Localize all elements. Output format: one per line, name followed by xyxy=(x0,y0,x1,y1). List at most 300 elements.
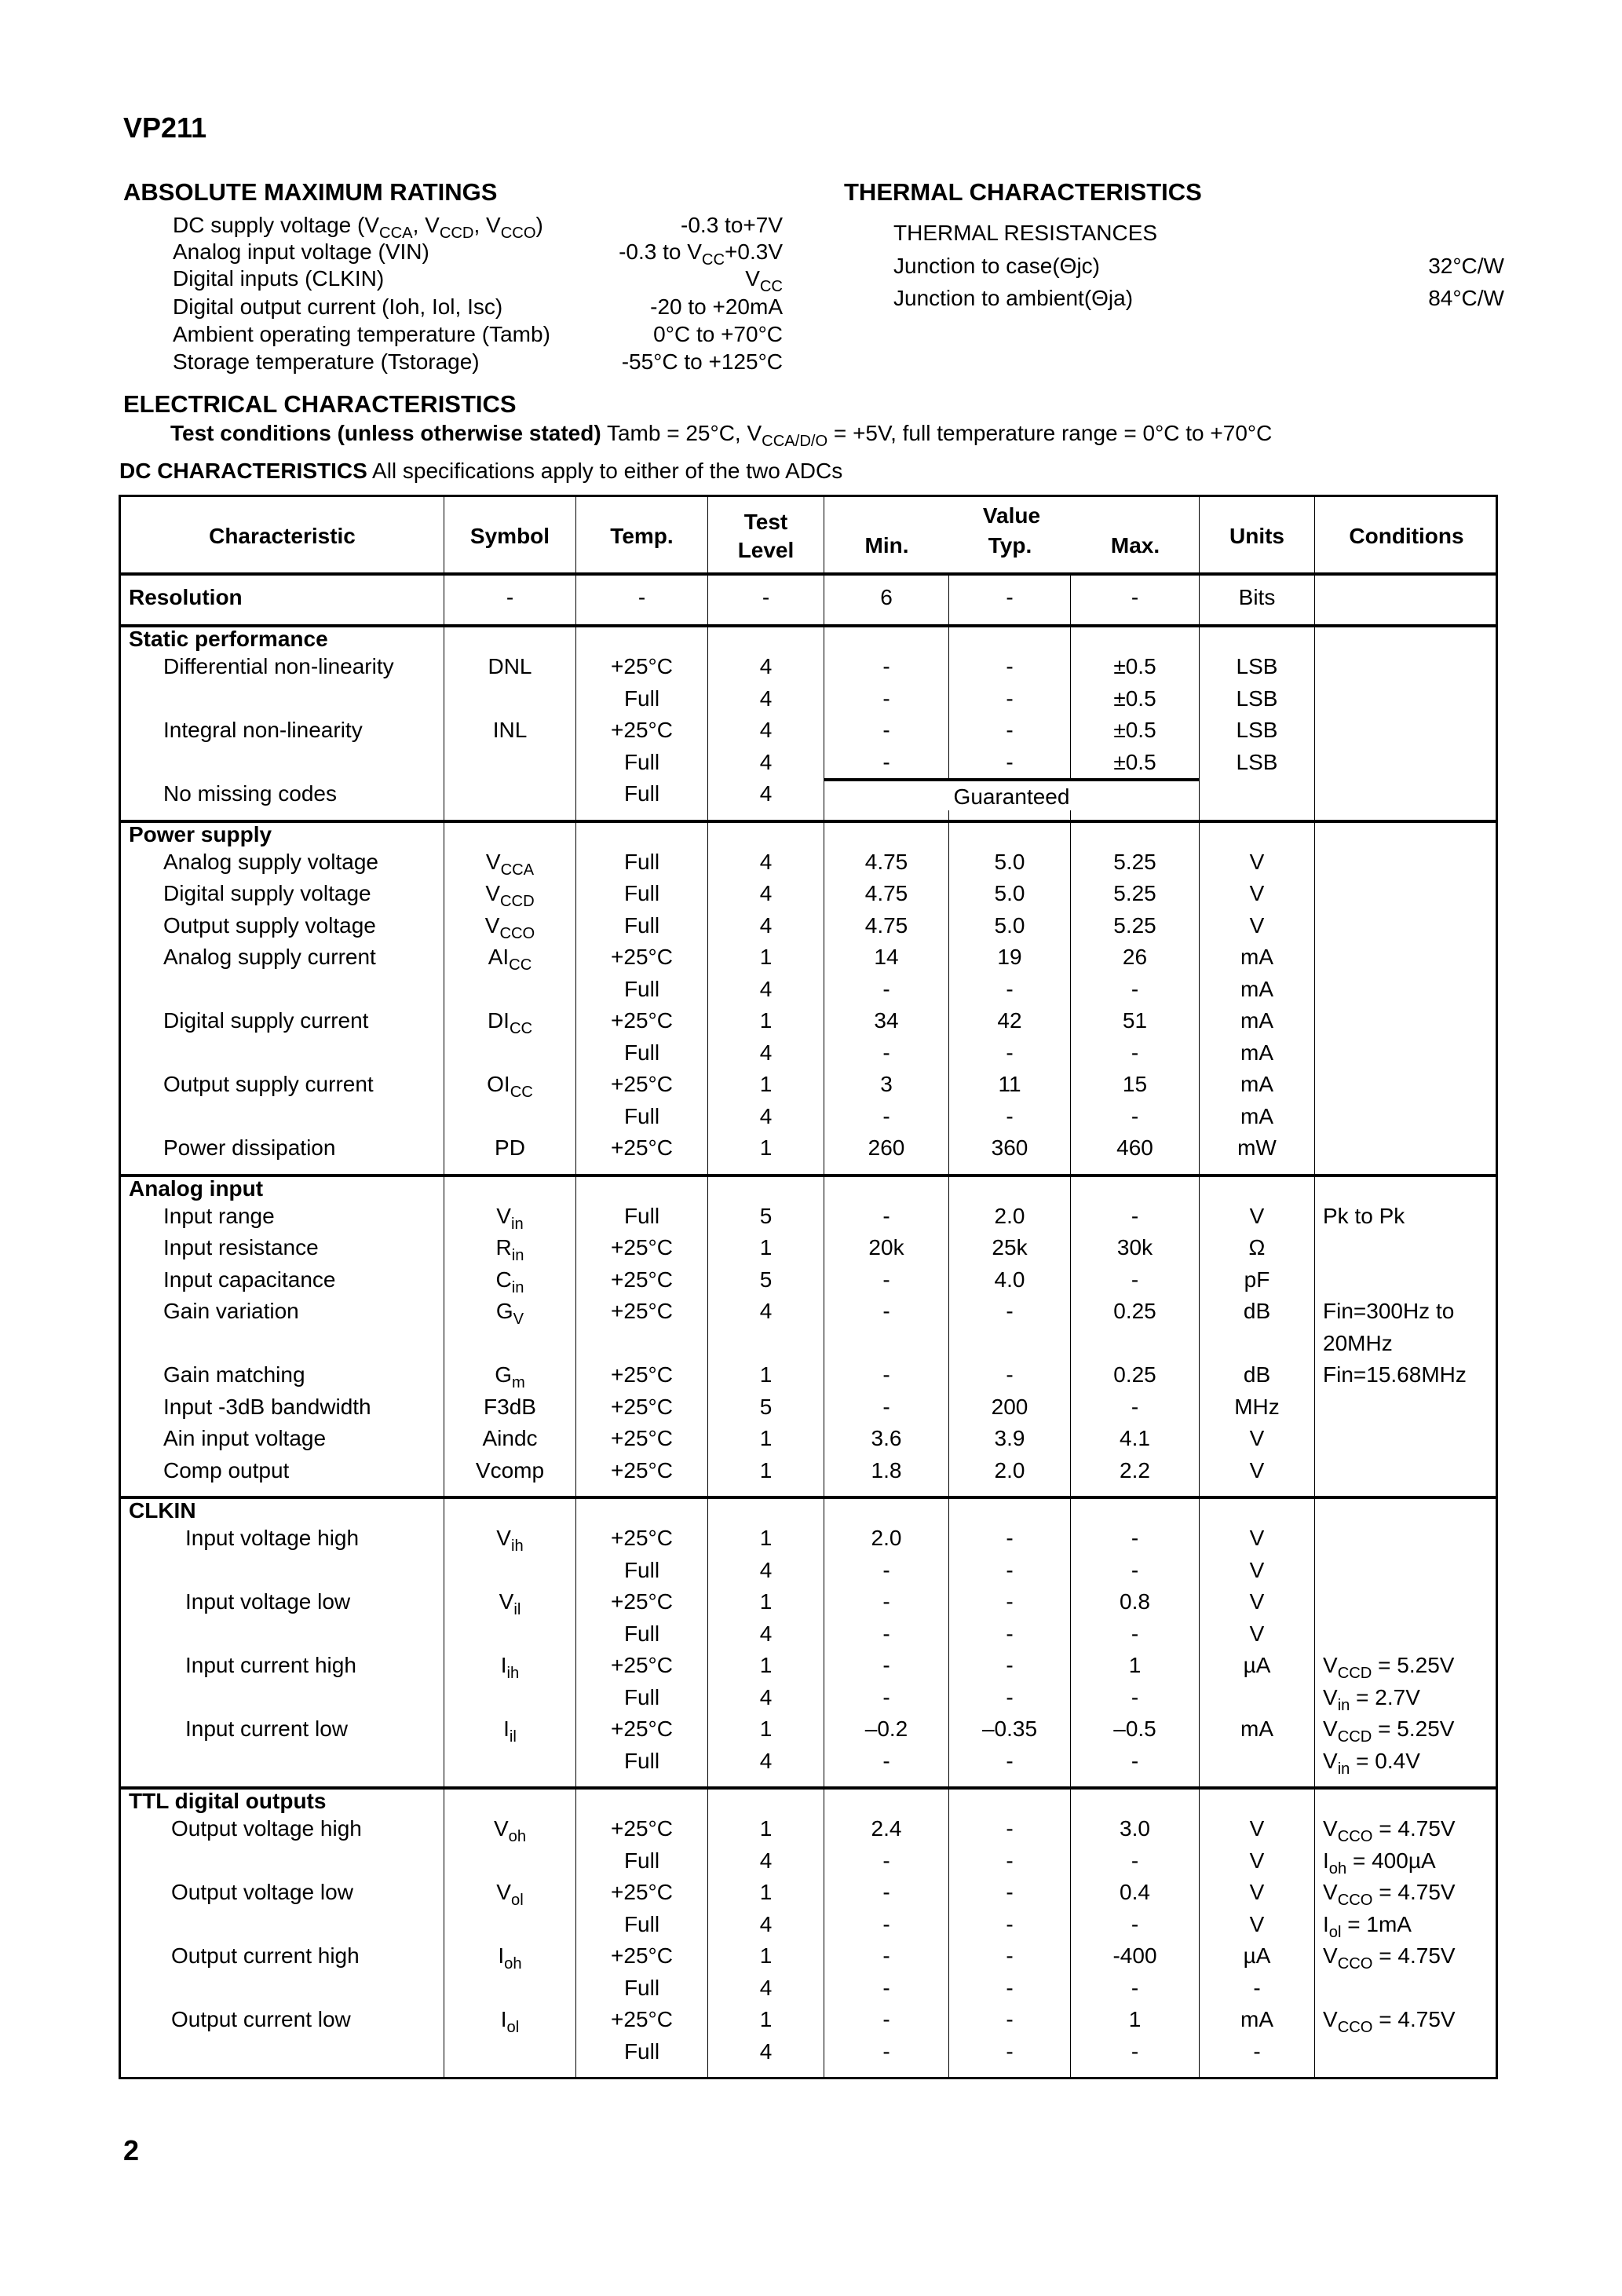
cell-max: - xyxy=(1070,1746,1199,1778)
cell-units: dB xyxy=(1199,1296,1314,1328)
cell-conditions xyxy=(1314,1132,1498,1164)
cell-merged-value: Guaranteed xyxy=(824,778,1199,810)
cell-conditions: $V_{CCD} = 5.25V$ xyxy=(1314,1713,1498,1746)
cell-temp: +25°C xyxy=(575,1877,707,1909)
cell-units: mA xyxy=(1199,1069,1314,1101)
cell-max: 460 xyxy=(1070,1132,1199,1164)
cell-min: 4.75 xyxy=(824,910,948,942)
thermal-label: Junction to case(Θjc) xyxy=(893,254,1100,278)
cell-empty xyxy=(824,1790,948,1813)
cell-typ: 5.0 xyxy=(948,878,1070,910)
cell-units xyxy=(1199,778,1314,810)
cell-level: 4 xyxy=(707,715,824,747)
cell-conditions: $V_{CCO} = 4.75V$ xyxy=(1314,1940,1498,1972)
electrical-characteristics-heading: ELECTRICAL CHARACTERISTICS xyxy=(123,390,517,418)
cell-symbol: $I_{il}$ xyxy=(444,1713,575,1746)
cell-level: 4 xyxy=(707,1296,824,1328)
cell-temp: +25°C xyxy=(575,1264,707,1296)
cell-typ: - xyxy=(948,1586,1070,1618)
cell-units xyxy=(1199,1746,1314,1778)
cell-name: Output supply current xyxy=(163,1072,374,1096)
cell-temp: +25°C xyxy=(575,715,707,747)
cell-symbol xyxy=(444,974,575,1006)
cell-conditions xyxy=(1314,1555,1498,1587)
cell-max: - xyxy=(1070,1909,1199,1941)
cell-units: mA xyxy=(1199,1005,1314,1037)
cell-empty xyxy=(444,1486,575,1496)
cell-units xyxy=(1199,1682,1314,1714)
cell-temp: Full xyxy=(575,1682,707,1714)
table-row xyxy=(121,910,1496,942)
cell-level: 5 xyxy=(707,1391,824,1424)
cell-empty xyxy=(121,1777,444,1786)
cell-conditions: Pk to Pk xyxy=(1314,1201,1498,1233)
cell-name: Power dissipation xyxy=(163,1135,336,1160)
cell-empty xyxy=(575,823,707,846)
cell-typ: - xyxy=(948,1101,1070,1133)
cell-max: - xyxy=(1070,576,1199,624)
cell-max: 5.25 xyxy=(1070,846,1199,879)
cell-units: mW xyxy=(1199,1132,1314,1164)
cell-level: 4 xyxy=(707,846,824,879)
cell-typ: - xyxy=(948,1845,1070,1877)
cell-units: V xyxy=(1199,1618,1314,1651)
cell-units: mA xyxy=(1199,1713,1314,1746)
cell-empty xyxy=(707,1177,824,1201)
rating-label: DC supply voltage ($V_{CCA}$, $V_{CCD}$, $V_{CCO}$) xyxy=(173,213,543,243)
cell-conditions xyxy=(1314,778,1498,810)
cell-symbol: $V_{oh}$ xyxy=(444,1813,575,1845)
cell-empty xyxy=(824,1486,948,1496)
dc-characteristics-table xyxy=(119,495,1498,2079)
cell-name: Input current high xyxy=(185,1653,356,1677)
cell-typ: - xyxy=(948,1296,1070,1328)
cell-typ: - xyxy=(948,1813,1070,1845)
cell-typ: 11 xyxy=(948,1069,1070,1101)
cell-typ: 200 xyxy=(948,1391,1070,1424)
cell-name xyxy=(121,683,444,715)
cell-empty xyxy=(948,1499,1070,1523)
cell-temp: Full xyxy=(575,1909,707,1941)
cell-name: Output current low xyxy=(171,2007,351,2031)
cell-level: 4 xyxy=(707,1037,824,1069)
cell-name xyxy=(121,1037,444,1069)
thermal-value: 84°C/W xyxy=(1428,286,1504,310)
cell-empty xyxy=(824,627,948,651)
cell-conditions xyxy=(1314,683,1498,715)
cell-empty xyxy=(824,823,948,846)
cell-name: Output supply voltage xyxy=(163,912,376,938)
cell-empty xyxy=(948,1164,1070,1174)
cell-min: 260 xyxy=(824,1132,948,1164)
cell-name: Input voltage low xyxy=(185,1589,351,1614)
rating-analog-input xyxy=(173,239,783,269)
cell-empty xyxy=(1070,627,1199,651)
cell-conditions: $I_{ol} = 1mA$ xyxy=(1314,1909,1498,1941)
cell-conditions xyxy=(1314,1972,1498,2005)
cell-empty xyxy=(1314,810,1498,820)
table-row xyxy=(121,1682,1496,1714)
cell-max: ±0.5 xyxy=(1070,651,1199,683)
table-row xyxy=(121,878,1496,910)
rating-label: Digital output current (Ioh, Iol, Isc) xyxy=(173,294,503,319)
header-value: Value xyxy=(982,503,1041,528)
cell-symbol: $G_V$ xyxy=(444,1296,575,1328)
header-units: Units xyxy=(1199,497,1314,576)
cell-temp: +25°C xyxy=(575,2004,707,2036)
cell-name: Input voltage high xyxy=(185,1526,360,1550)
cell-temp: Full xyxy=(575,1555,707,1587)
cell-symbol xyxy=(444,1037,575,1069)
cell-units: V xyxy=(1199,1586,1314,1618)
rating-value: 0°C to +70°C xyxy=(653,322,783,346)
cell-conditions: $V_{CCO} = 4.75V$ xyxy=(1314,1877,1498,1909)
cell-empty xyxy=(1199,1486,1314,1496)
table-row xyxy=(121,2004,1496,2036)
cell-symbol xyxy=(444,1555,575,1587)
cell-empty xyxy=(707,1499,824,1523)
cell-typ: 19 xyxy=(948,941,1070,974)
cell-empty xyxy=(1070,810,1199,820)
cell-name: Input current low xyxy=(185,1717,348,1741)
cell-min: - xyxy=(824,715,948,747)
cell-level: 4 xyxy=(707,1972,824,2005)
cell-max: - xyxy=(1070,2036,1199,2068)
cell-typ: - xyxy=(948,1359,1070,1391)
cell-symbol xyxy=(444,778,575,810)
cell-empty xyxy=(1199,627,1314,651)
cell-conditions xyxy=(1314,1523,1498,1555)
cell-empty xyxy=(121,1164,444,1174)
cell-temp: Full xyxy=(575,747,707,779)
thermal-junction-ambient xyxy=(893,285,1504,312)
cell-conditions xyxy=(1314,576,1498,624)
cell-conditions xyxy=(1314,974,1498,1006)
cell-name xyxy=(121,2036,444,2068)
cell-max: 0.8 xyxy=(1070,1586,1199,1618)
section-title: Power supply xyxy=(129,821,272,846)
cell-symbol xyxy=(444,1682,575,1714)
cell-min: - xyxy=(824,1972,948,2005)
cell-conditions xyxy=(1314,1618,1498,1651)
cell-conditions xyxy=(1314,651,1498,683)
cell-empty xyxy=(948,2067,1070,2077)
cell-symbol xyxy=(444,1746,575,1778)
cell-level: 4 xyxy=(707,1618,824,1651)
table-row xyxy=(121,974,1496,1006)
cell-max: 26 xyxy=(1070,941,1199,974)
cell-empty xyxy=(1199,1499,1314,1523)
cell-typ: - xyxy=(948,1972,1070,2005)
rating-label: Storage temperature (Tstorage) xyxy=(173,349,480,374)
table-section-static-performance xyxy=(121,627,1496,823)
cell-symbol: PD xyxy=(444,1132,575,1164)
cell-units: LSB xyxy=(1199,651,1314,683)
cell-symbol xyxy=(444,1328,575,1360)
cell-conditions: Fin=15.68MHz xyxy=(1314,1359,1498,1391)
section-title-row xyxy=(121,1499,1496,1523)
cell-min: - xyxy=(824,747,948,779)
cell-level: 5 xyxy=(707,1201,824,1233)
cell-name: Digital supply current xyxy=(163,1008,369,1033)
section-padding xyxy=(121,810,1496,820)
cell-empty xyxy=(1070,1499,1199,1523)
section-title: Static performance xyxy=(129,627,328,651)
cell-units: V xyxy=(1199,1523,1314,1555)
cell-units: V xyxy=(1199,1423,1314,1455)
cell-max: - xyxy=(1070,1618,1199,1651)
cell-empty xyxy=(575,810,707,820)
cell-temp: +25°C xyxy=(575,1713,707,1746)
cell-empty xyxy=(824,1164,948,1174)
cell-name: Analog supply current xyxy=(163,945,376,969)
cell-units: - xyxy=(1199,2036,1314,2068)
cell-conditions xyxy=(1314,910,1498,942)
table-row xyxy=(121,1555,1496,1587)
dc-characteristics-text: All specifications apply to either of the two ADCs xyxy=(372,459,843,483)
cell-units: V xyxy=(1199,1845,1314,1877)
cell-name xyxy=(121,1101,444,1133)
header-typ: Typ. xyxy=(988,533,1032,558)
cell-empty xyxy=(444,627,575,651)
cell-units: V xyxy=(1199,1909,1314,1941)
cell-level: 4 xyxy=(707,1845,824,1877)
cell-level: 1 xyxy=(707,1877,824,1909)
section-title-row xyxy=(121,1790,1496,1813)
cell-empty xyxy=(1199,810,1314,820)
cell-name: Input capacitance xyxy=(163,1267,336,1292)
section-padding xyxy=(121,1777,1496,1786)
cell-empty xyxy=(707,1164,824,1174)
cell-symbol: $DI_{CC}$ xyxy=(444,1005,575,1037)
cell-conditions xyxy=(1314,846,1498,879)
cell-name: Analog supply voltage xyxy=(163,849,378,874)
cell-symbol: $V_{in}$ xyxy=(444,1201,575,1233)
cell-temp: Full xyxy=(575,1037,707,1069)
cell-name: Output voltage low xyxy=(171,1880,353,1904)
cell-typ: –0.35 xyxy=(948,1713,1070,1746)
cell-level: 1 xyxy=(707,1132,824,1164)
cell-empty xyxy=(824,1499,948,1523)
rating-value: -0.3 to $V_{CC}+0.3V$ xyxy=(619,239,783,269)
absolute-maximum-ratings-heading: ABSOLUTE MAXIMUM RATINGS xyxy=(123,178,498,206)
cell-min: - xyxy=(824,974,948,1006)
cell-min: 3.6 xyxy=(824,1423,948,1455)
cell-name xyxy=(121,1845,444,1877)
cell-conditions xyxy=(1314,1391,1498,1424)
cell-symbol: DNL xyxy=(444,651,575,683)
cell-max: -400 xyxy=(1070,1940,1199,1972)
cell-name xyxy=(121,1909,444,1941)
table-row xyxy=(121,1813,1496,1845)
cell-min: - xyxy=(824,2036,948,2068)
cell-name: Ain input voltage xyxy=(163,1426,327,1450)
table-row xyxy=(121,1746,1496,1778)
cell-empty xyxy=(707,810,824,820)
cell-level: 1 xyxy=(707,1423,824,1455)
cell-min: - xyxy=(824,1618,948,1651)
cell-temp: Full xyxy=(575,1746,707,1778)
cell-empty xyxy=(707,1486,824,1496)
cell-level: 1 xyxy=(707,1940,824,1972)
cell-max: - xyxy=(1070,1201,1199,1233)
cell-symbol xyxy=(444,2036,575,2068)
table-row xyxy=(121,1005,1496,1037)
cell-min: 20k xyxy=(824,1232,948,1264)
cell-symbol: $V_{CCO}$ xyxy=(444,910,575,942)
cell-typ: - xyxy=(948,1746,1070,1778)
cell-max: 0.25 xyxy=(1070,1359,1199,1391)
cell-typ: 2.0 xyxy=(948,1201,1070,1233)
cell-empty xyxy=(707,627,824,651)
table-row xyxy=(121,1132,1496,1164)
cell-symbol xyxy=(444,1845,575,1877)
cell-level: 4 xyxy=(707,974,824,1006)
cell-conditions xyxy=(1314,1264,1498,1296)
cell-typ: 5.0 xyxy=(948,910,1070,942)
cell-level: 1 xyxy=(707,1813,824,1845)
cell-empty xyxy=(121,1486,444,1496)
header-conditions: Conditions xyxy=(1314,497,1498,576)
cell-min: - xyxy=(824,1359,948,1391)
header-value-group xyxy=(824,497,1199,576)
cell-empty xyxy=(1070,1777,1199,1786)
cell-empty xyxy=(707,2067,824,2077)
cell-name: Integral non-linearity xyxy=(163,718,363,742)
cell-conditions: $V_{CCO} = 4.75V$ xyxy=(1314,2004,1498,2036)
cell-level: 4 xyxy=(707,683,824,715)
table-row xyxy=(121,778,1496,810)
cell-symbol: $G_m$ xyxy=(444,1359,575,1391)
cell-level: 4 xyxy=(707,747,824,779)
cell-units: V xyxy=(1199,1455,1314,1487)
cell-empty xyxy=(1070,1164,1199,1174)
cell-max: 1 xyxy=(1070,1650,1199,1682)
cell-symbol: - xyxy=(444,576,575,624)
cell-units: V xyxy=(1199,878,1314,910)
cell-name xyxy=(121,747,444,779)
table-row xyxy=(121,1328,1496,1360)
cell-max: 3.0 xyxy=(1070,1813,1199,1845)
cell-max: ±0.5 xyxy=(1070,715,1199,747)
cell-level: 4 xyxy=(707,1555,824,1587)
header-characteristic: Characteristic xyxy=(209,524,356,548)
cell-empty xyxy=(1199,2067,1314,2077)
cell-typ xyxy=(948,1328,1070,1360)
cell-empty xyxy=(1199,1177,1314,1201)
cell-typ: - xyxy=(948,1682,1070,1714)
cell-typ: 2.0 xyxy=(948,1455,1070,1487)
cell-empty xyxy=(948,1177,1070,1201)
cell-empty xyxy=(575,2067,707,2077)
cell-min: 6 xyxy=(824,576,948,624)
cell-max: - xyxy=(1070,1972,1199,2005)
cell-units: Ω xyxy=(1199,1232,1314,1264)
cell-empty xyxy=(948,1486,1070,1496)
cell-symbol: $I_{ol}$ xyxy=(444,2004,575,2036)
table-row xyxy=(121,1650,1496,1682)
table-row xyxy=(121,1037,1496,1069)
rating-digital-output-current xyxy=(173,294,783,320)
cell-empty xyxy=(444,810,575,820)
cell-temp: Full xyxy=(575,910,707,942)
cell-temp: Full xyxy=(575,878,707,910)
cell-temp: +25°C xyxy=(575,1423,707,1455)
cell-temp: Full xyxy=(575,683,707,715)
cell-conditions xyxy=(1314,1101,1498,1133)
cell-temp: +25°C xyxy=(575,1940,707,1972)
cell-units: LSB xyxy=(1199,715,1314,747)
cell-empty xyxy=(948,810,1070,820)
cell-empty xyxy=(1199,823,1314,846)
cell-name: Comp output xyxy=(163,1457,290,1483)
table-row xyxy=(121,1264,1496,1296)
cell-typ: 5.0 xyxy=(948,846,1070,879)
cell-name xyxy=(121,1746,444,1778)
cell-temp: +25°C xyxy=(575,651,707,683)
cell-units: µA xyxy=(1199,1940,1314,1972)
cell-units: LSB xyxy=(1199,747,1314,779)
cell-max: - xyxy=(1070,1391,1199,1424)
cell-temp: +25°C xyxy=(575,1069,707,1101)
cell-units: V xyxy=(1199,910,1314,942)
cell-empty xyxy=(824,810,948,820)
rating-value: -55°C to +125°C xyxy=(621,349,783,374)
cell-max: ±0.5 xyxy=(1070,683,1199,715)
cell-symbol xyxy=(444,747,575,779)
cell-empty xyxy=(1314,1486,1498,1496)
cell-temp: Full xyxy=(575,1618,707,1651)
cell-units: mA xyxy=(1199,1101,1314,1133)
cell-units: MHz xyxy=(1199,1391,1314,1424)
cell-name xyxy=(121,1682,444,1714)
cell-temp: +25°C xyxy=(575,1813,707,1845)
cell-typ: 42 xyxy=(948,1005,1070,1037)
table-row xyxy=(121,683,1496,715)
cell-min: - xyxy=(824,1909,948,1941)
cell-conditions xyxy=(1314,878,1498,910)
cell-units: mA xyxy=(1199,1037,1314,1069)
cell-temp: +25°C xyxy=(575,1455,707,1487)
cell-empty xyxy=(1070,2067,1199,2077)
cell-symbol xyxy=(444,1101,575,1133)
cell-units: pF xyxy=(1199,1264,1314,1296)
cell-units: LSB xyxy=(1199,683,1314,715)
section-title-row xyxy=(121,823,1496,846)
cell-min: - xyxy=(824,1555,948,1587)
cell-empty xyxy=(575,1164,707,1174)
cell-min: - xyxy=(824,1845,948,1877)
table-row xyxy=(121,1423,1496,1455)
section-title: Analog input xyxy=(129,1175,264,1201)
cell-typ: - xyxy=(948,2036,1070,2068)
cell-symbol: $I_{ih}$ xyxy=(444,1650,575,1682)
cell-empty xyxy=(444,1777,575,1786)
cell-typ: 360 xyxy=(948,1132,1070,1164)
cell-name: Output current high xyxy=(171,1943,360,1968)
cell-conditions xyxy=(1314,1005,1498,1037)
cell-typ: - xyxy=(948,1877,1070,1909)
cell-level: 4 xyxy=(707,910,824,942)
cell-empty xyxy=(1314,2067,1498,2077)
cell-conditions: 20MHz xyxy=(1314,1328,1498,1360)
cell-level: 1 xyxy=(707,1523,824,1555)
cell-typ: - xyxy=(948,1909,1070,1941)
cell-min: 3 xyxy=(824,1069,948,1101)
cell-min: - xyxy=(824,1264,948,1296)
cell-symbol: Aindc xyxy=(444,1423,575,1455)
cell-temp: - xyxy=(575,576,707,624)
